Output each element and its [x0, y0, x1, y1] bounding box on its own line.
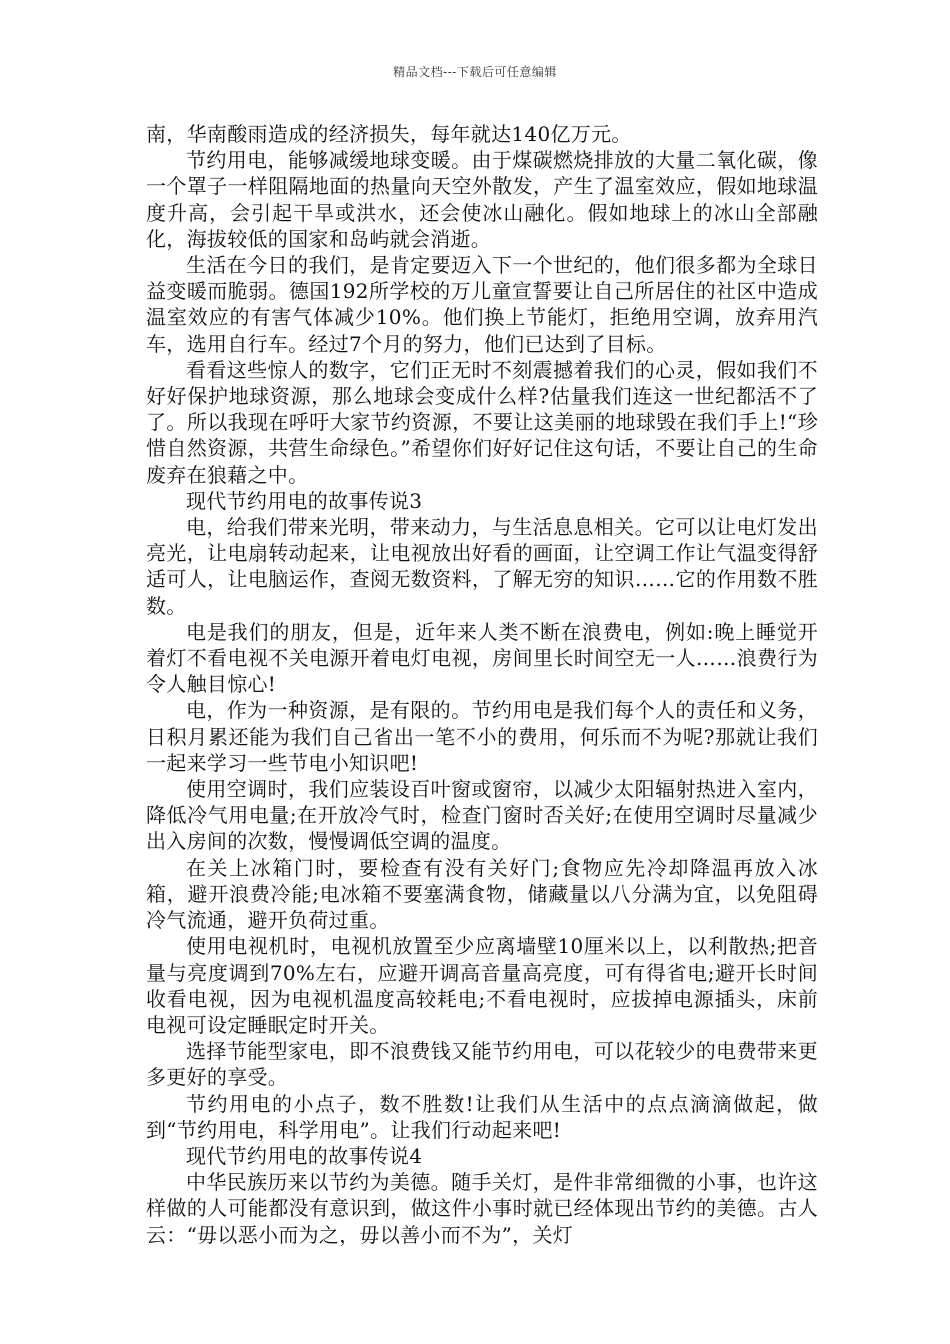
paragraph: 使用电视机时，电视机放置至少应离墙壁10厘米以上，以利散热;把音量与亮度调到70%左右，应避开调高音量高亮度，可有得省电;避开长时间收看电视，因为电视机温度高较耗电;不看电视时，应拔掉电源插头，床前电视可设定睡眠定时开关。	[146, 934, 818, 1037]
paragraph: 在关上冰箱门时，要检查有没有关好门;食物应先冷却降温再放入冰箱，避开浪费冷能;电冰箱不要塞满食物，储藏量以八分满为宜，以免阻碍冷气流通，避开负荷过重。	[146, 855, 818, 933]
paragraph: 选择节能型家电，即不浪费钱又能节约用电，可以花较少的电费带来更多更好的享受。	[146, 1039, 818, 1090]
paragraph: 电是我们的朋友，但是，近年来人类不断在浪费电，例如:晚上睡觉开着灯不看电视不关电源开着电灯电视，房间里长时间空无一人……浪费行为令人触目惊心!	[146, 619, 818, 697]
section-title: 现代节约用电的故事传说4	[186, 1143, 423, 1168]
paragraph: 生活在今日的我们，是肯定要迈入下一个世纪的，他们很多都为全球日益变暖而脆弱。德国192所学校的万儿童宣誓要让自己所居住的社区中造成温室效应的有害气体减少10%。他们换上节能灯，拒绝用空调，放弃用汽车，选用自行车。经过7个月的努力，他们已达到了目标。	[146, 253, 818, 356]
page-header: 精品文档---下载后可任意编辑	[393, 65, 557, 79]
paragraph: 电，作为一种资源，是有限的。节约用电是我们每个人的责任和义务，日积月累还能为我们自己省出一笔不小的费用，何乐而不为呢?那就让我们一起来学习一些节电小知识吧!	[146, 698, 818, 775]
document-body	[146, 121, 818, 1248]
paragraph: 使用空调时，我们应装设百叶窗或窗帘，以减少太阳辐射热进入室内，降低冷气用电量;在开放冷气时，检查门窗时否关好;在使用空调时尽量减少出入房间的次数，慢慢调低空调的温度。	[146, 777, 818, 854]
paragraph: 电，给我们带来光明，带来动力，与生活息息相关。它可以让电灯发出亮光，让电扇转动起来，让电视放出好看的画面，让空调工作让气温变得舒适可人，让电脑运作，查阅无数资料，了解无穷的知识……它的作用数不胜数。	[146, 515, 818, 618]
section-title: 现代节约用电的故事传说3	[186, 488, 423, 513]
paragraph: 南，华南酸雨造成的经济损失，每年就达140亿万元。	[146, 122, 632, 146]
paragraph: 中华民族历来以节约为美德。随手关灯，是件非常细微的小事，也许这样做的人可能都没有意识到，做这件小事时就已经体现出节约的美德。古人云：“毋以恶小而为之，毋以善小而不为”，关灯	[146, 1170, 818, 1247]
paragraph: 节约用电的小点子，数不胜数!让我们从生活中的点点滴滴做起，做到“节约用电，科学用电”。让我们行动起来吧!	[146, 1091, 818, 1142]
paragraph: 节约用电，能够减缓地球变暖。由于煤碳燃烧排放的大量二氧化碳，像一个罩子一样阻隔地面的热量向天空外散发，产生了温室效应，假如地球温度升高，会引起干旱或洪水，还会使冰山融化。假如地球上的冰山全部融化，海拔较低的国家和岛屿就会消逝。	[146, 148, 818, 251]
paragraph: 看看这些惊人的数字，它们正无时不刻震撼着我们的心灵，假如我们不好好保护地球资源，那么地球会变成什么样?估量我们连这一世纪都活不了了。所以我现在呼吁大家节约资源，不要让这美丽的地球毁在我们手上!“珍惜自然资源，共营生命绿色。”希望你们好好记住这句话，不要让自己的生命废弃在狼藉之中。	[146, 357, 818, 487]
